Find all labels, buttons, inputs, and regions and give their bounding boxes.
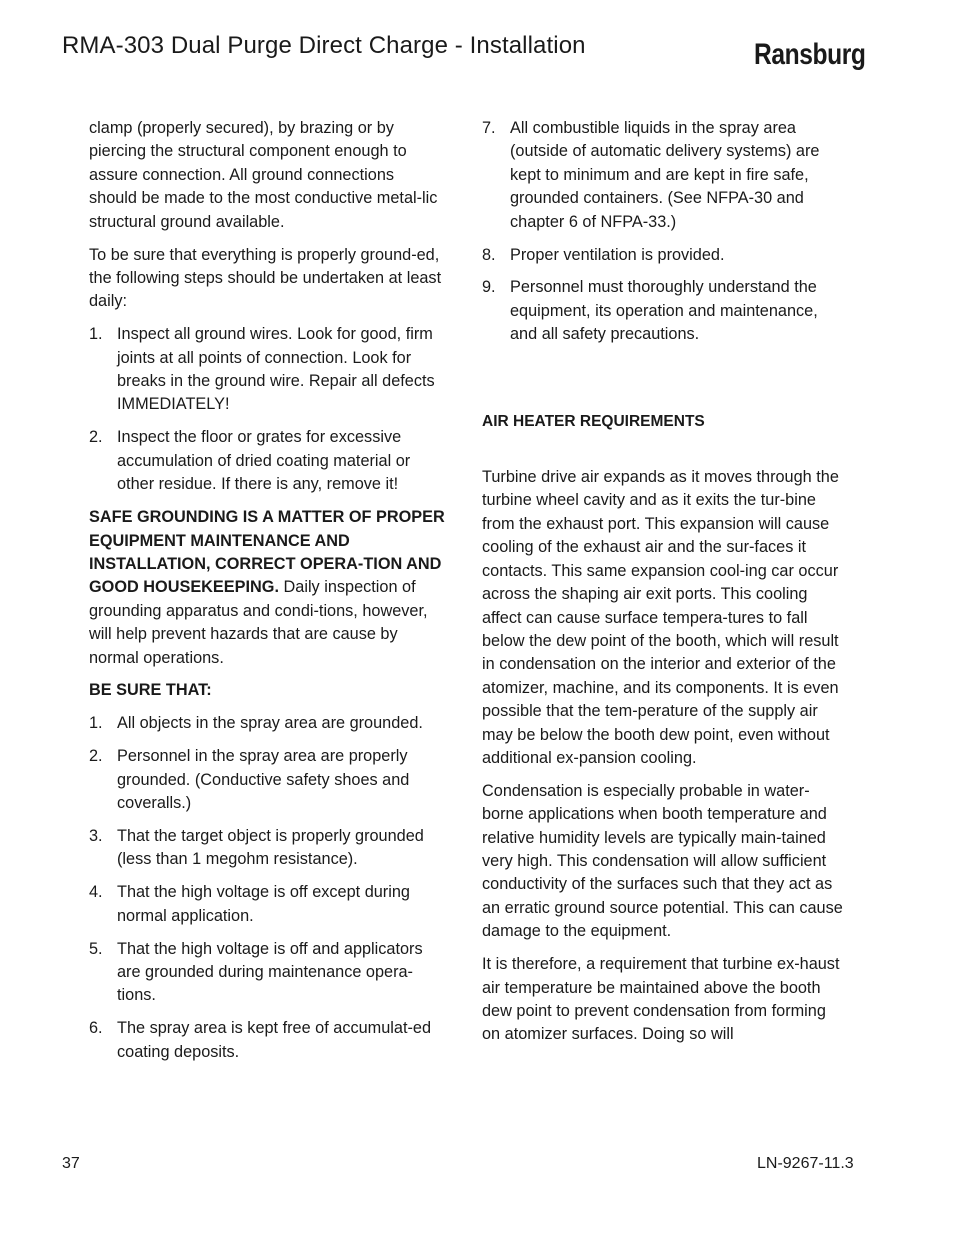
document-id: LN-9267-11.3 bbox=[757, 1155, 854, 1172]
list-text: That the high voltage is off except during normal application. bbox=[117, 883, 410, 925]
list-text: Personnel in the spray area are properly grounded. (Conductive safety shoes and coveralls.) bbox=[117, 747, 410, 813]
warning-bold-text: SAFE GROUNDING IS A MATTER OF PROPER EQUIPMENT MAINTENANCE AND INSTALLATION, CORRECT OPERA-TION AND GOOD HOUSEKEEPING. bbox=[89, 508, 445, 597]
list-text: Inspect the floor or grates for excessive accumulation of dried coating material or other residue. If there is any, remove it! bbox=[117, 428, 411, 494]
list-item bbox=[482, 117, 844, 234]
list-item bbox=[482, 276, 844, 346]
list-item bbox=[89, 938, 445, 1008]
list-text: All objects in the spray area are grounded. bbox=[117, 714, 423, 733]
list-text: That the high voltage is off and applicators are grounded during maintenance opera-tions. bbox=[117, 939, 423, 1005]
ransburg-logo: Ransburg bbox=[754, 38, 866, 71]
list-number: 1. bbox=[89, 325, 103, 344]
warning-text: Daily inspection of grounding apparatus and condi-tions, however, will help prevent hazards that are cause by normal operations. bbox=[89, 578, 428, 667]
body-paragraph: Condensation is especially probable in water-borne applications when booth temperature and relative humidity levels are typically main-tained very high. This condensation will allow sufficient conductivity of the surfaces such that they act as an erratic ground source potential. This can cause damage to the equipment. bbox=[482, 781, 843, 941]
list-item bbox=[89, 712, 445, 735]
list-number: 6. bbox=[89, 1019, 103, 1038]
left-column bbox=[89, 117, 445, 1074]
list-text: All combustible liquids in the spray area (outside of automatic delivery systems) are kept to minimum and are kept in fire safe, grounded containers. (See NFPA-30 and chapter 6 of NFPA-33.) bbox=[510, 119, 820, 231]
right-column bbox=[482, 117, 844, 1056]
page-number: 37 bbox=[62, 1155, 80, 1172]
list-item bbox=[89, 426, 445, 496]
body-paragraph: Turbine drive air expands as it moves through the turbine wheel cavity and as it exits the tur-bine from the exhaust port. This expansion will cause cooling of the exhaust air and the sur-faces it contacts. This same expansion cool-ing car occur across the shaping air exit ports. This cooling affect can cause surface tempera-tures to fall below the dew point of the booth, which will result in condensation on the interior and exterior of the atomizer, machine, and its components. It is even possible that the tem-perature of the supply air may be below the booth dew point, even without additional ex-pansion cooling. bbox=[482, 468, 839, 767]
list-number: 7. bbox=[482, 119, 496, 137]
list-number: 8. bbox=[482, 245, 496, 264]
list-item bbox=[89, 881, 445, 928]
list-number: 5. bbox=[89, 939, 103, 958]
section-heading: AIR HEATER REQUIREMENTS bbox=[482, 412, 705, 430]
list-number: 2. bbox=[89, 747, 103, 766]
list-text: Inspect all ground wires. Look for good, firm joints at all points of connection. Look for breaks in the ground wire. Repair all defects IMMEDIATELY! bbox=[117, 325, 435, 414]
list-number: 1. bbox=[89, 714, 103, 733]
list-number: 9. bbox=[482, 278, 496, 297]
list-number: 3. bbox=[89, 826, 103, 845]
list-item bbox=[89, 825, 445, 872]
daily-intro-paragraph: To be sure that everything is properly ground-ed, the following steps should be undertaken at least daily: bbox=[89, 245, 442, 311]
body-paragraph: It is therefore, a requirement that turbine ex-haust air temperature be maintained above the booth dew point to prevent condensation from forming on atomizer surfaces. Doing so will bbox=[482, 955, 840, 1044]
list-text: Proper ventilation is provided. bbox=[510, 245, 725, 264]
be-sure-heading: BE SURE THAT: bbox=[89, 681, 212, 700]
list-number: 2. bbox=[89, 428, 103, 447]
list-item bbox=[89, 323, 445, 417]
page-title: RMA-303 Dual Purge Direct Charge - Installation bbox=[62, 32, 586, 59]
list-text: That the target object is properly grounded (less than 1 megohm resistance). bbox=[117, 826, 424, 869]
list-text: The spray area is kept free of accumulat-ed coating deposits. bbox=[117, 1019, 432, 1061]
intro-paragraph: clamp (properly secured), by brazing or by piercing the structural component enough to assure connection. All ground connections should be made to the most conductive metal-lic structural ground available. bbox=[89, 119, 438, 231]
list-number: 4. bbox=[89, 883, 103, 902]
warning-paragraph bbox=[89, 506, 445, 670]
list-text: Personnel must thoroughly understand the equipment, its operation and maintenance, and all safety precautions. bbox=[510, 278, 818, 344]
list-item bbox=[89, 1017, 445, 1064]
list-item bbox=[482, 244, 844, 267]
list-item bbox=[89, 745, 445, 815]
